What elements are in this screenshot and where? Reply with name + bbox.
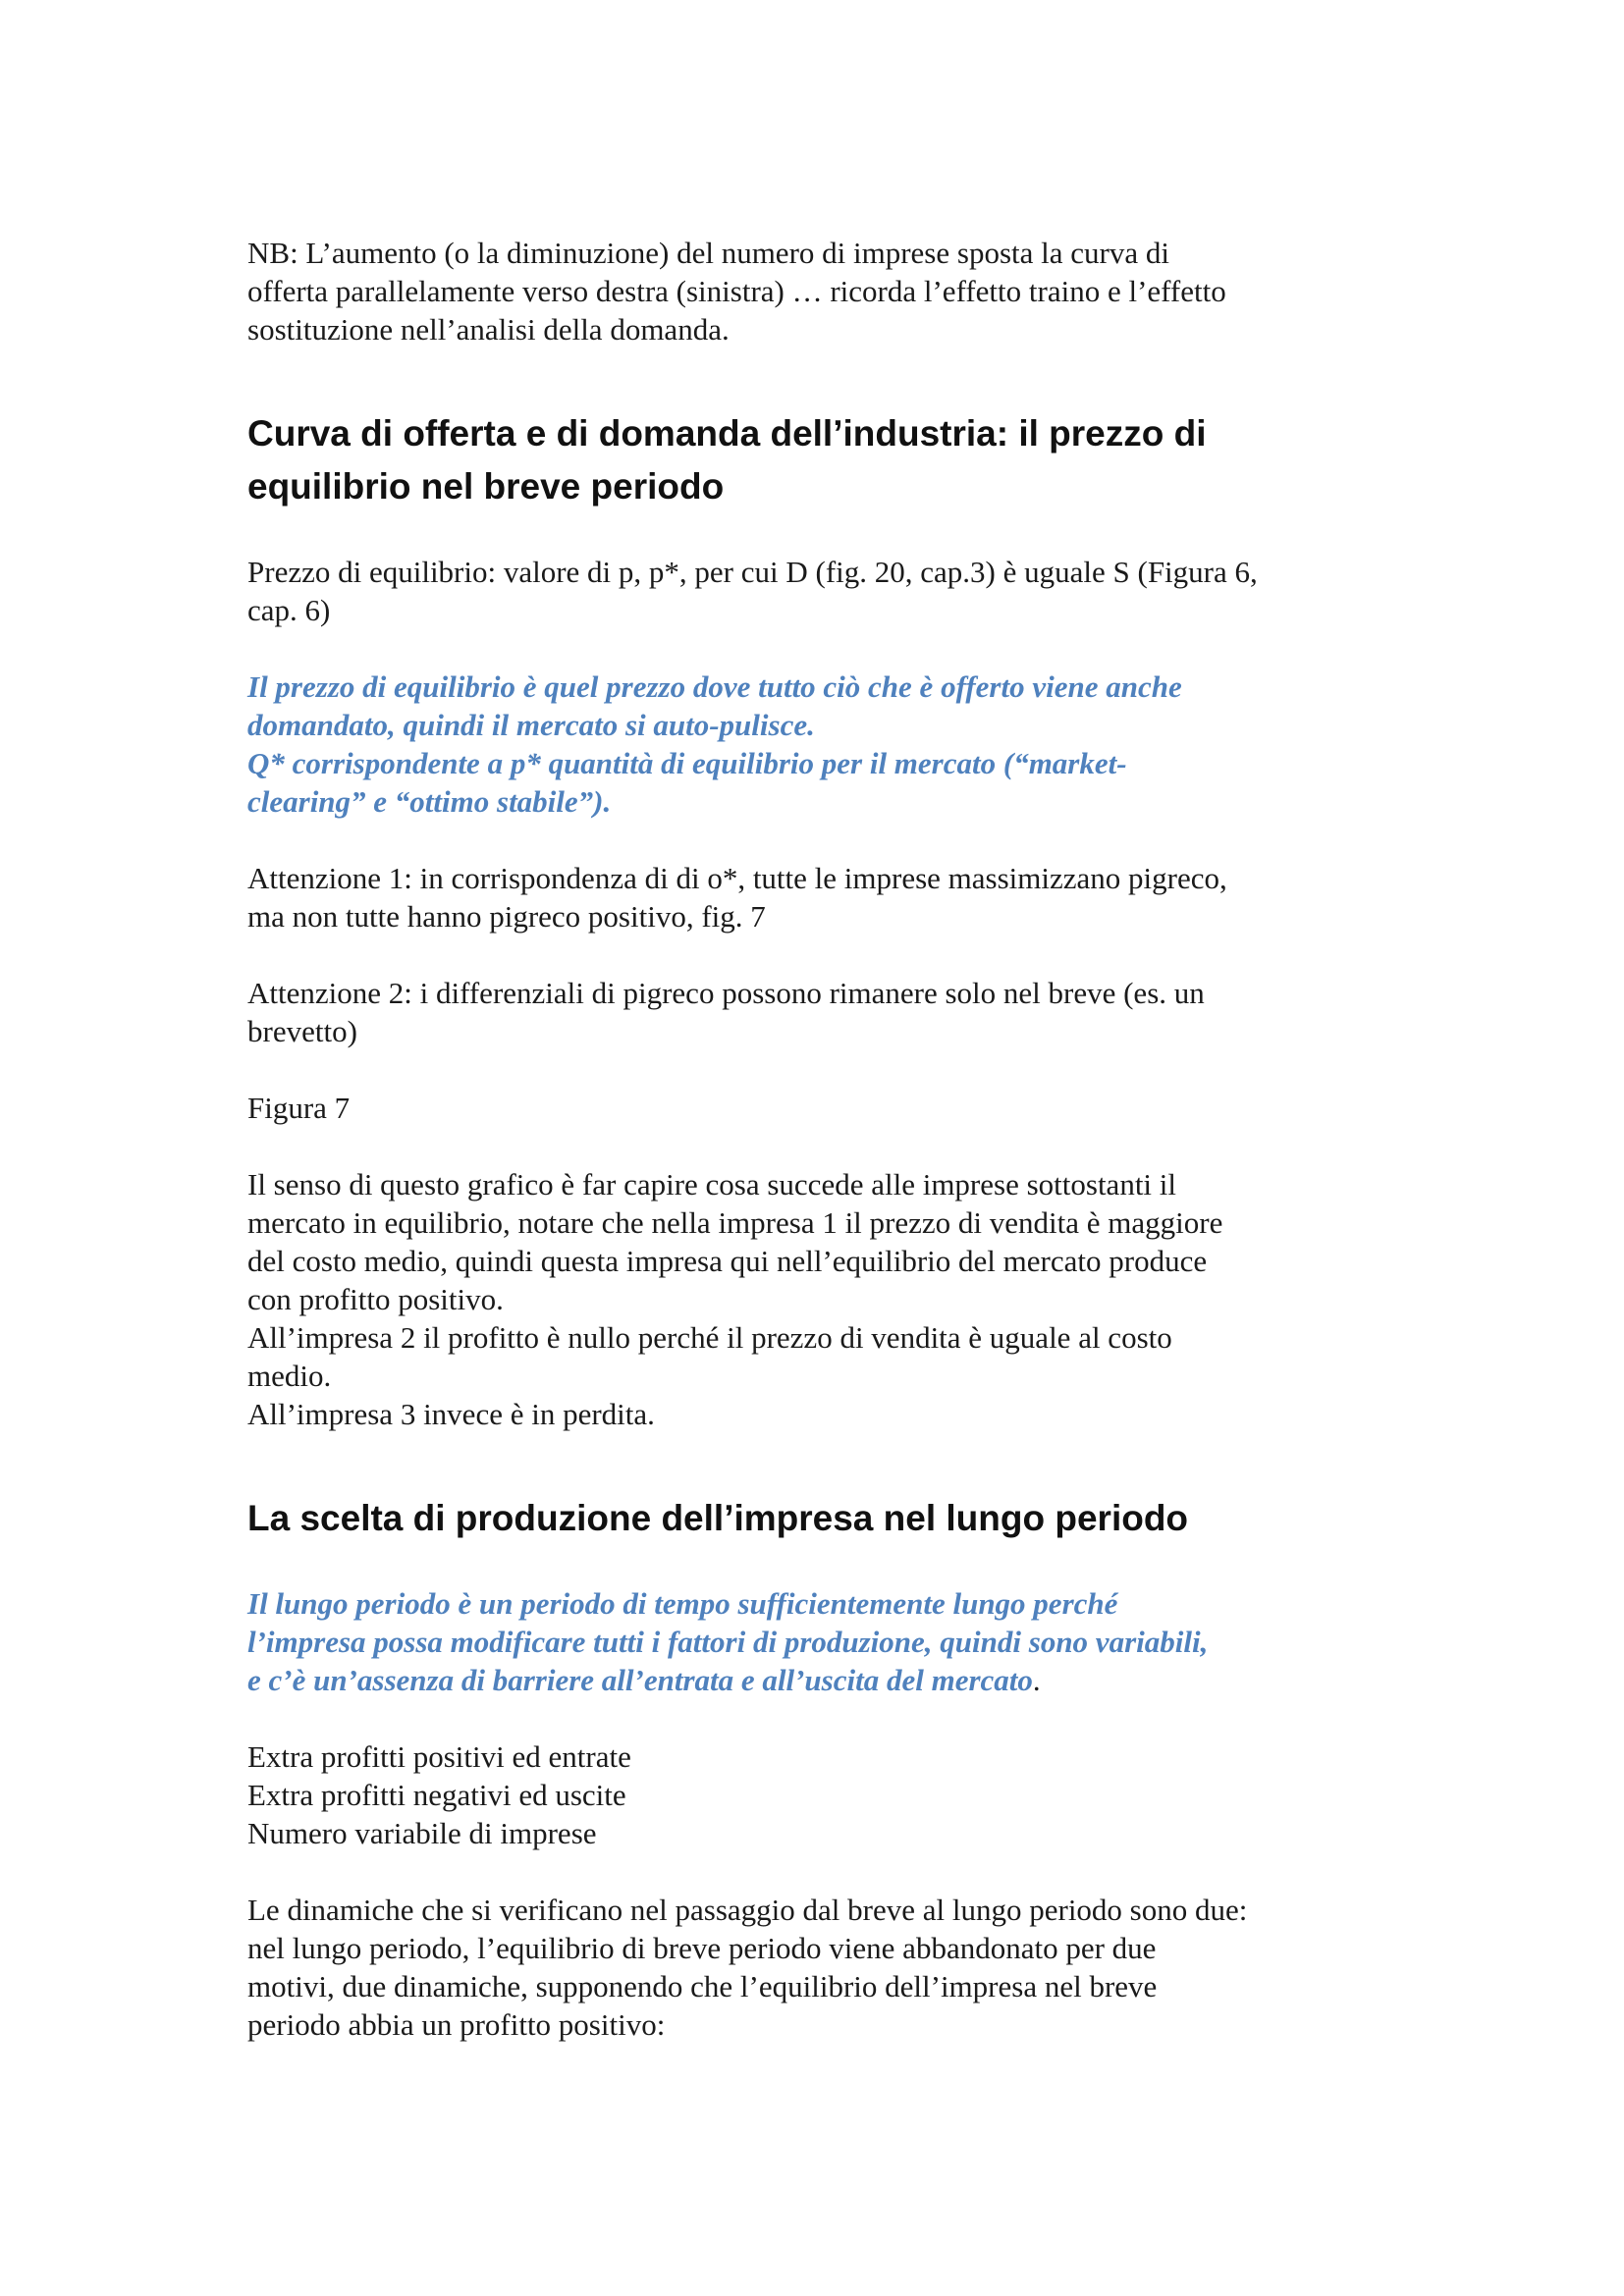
nb-paragraph	[247, 234, 1386, 348]
text-line: Attenzione 2: i differenziali di pigreco possono rimanere solo nel breve (es. un	[247, 976, 1205, 1010]
text-line: brevetto)	[247, 1014, 357, 1048]
spacer	[247, 935, 1386, 974]
text-line: clearing” e “ottimo stabile”).	[247, 784, 612, 819]
text-line: l’impresa possa modificare tutti i fattori di produzione, quindi sono variabili,	[247, 1625, 1209, 1659]
text-line: All’impresa 3 invece è in perdita.	[247, 1397, 655, 1431]
attenzione-1-paragraph	[247, 859, 1386, 935]
spacer	[247, 629, 1386, 667]
text-line: Attenzione 1: in corrispondenza di di o*, tutte le imprese massimizzano pigreco,	[247, 861, 1227, 895]
text-line: Q* corrispondente a p* quantità di equilibrio per il mercato (“market-	[247, 746, 1127, 780]
spacer	[247, 1433, 1386, 1492]
definizione-prezzo-equilibrio	[247, 667, 1386, 821]
dinamiche-paragraph	[247, 1891, 1386, 2044]
spacer	[247, 348, 1386, 407]
text-line: con profitto positivo.	[247, 1282, 504, 1316]
heading-line: Curva di offerta e di domanda dell’industria: il prezzo di	[247, 413, 1207, 454]
senso-grafico-paragraph	[247, 1165, 1386, 1433]
text-line: cap. 6)	[247, 593, 331, 627]
spacer	[247, 1127, 1386, 1165]
text-segment: e c’è un’assenza di barriere all’entrata e all’uscita del mercato	[247, 1663, 1033, 1697]
text-line: motivi, due dinamiche, supponendo che l’equilibrio dell’impresa nel breve	[247, 1969, 1158, 2003]
text-line: del costo medio, quindi questa impresa qui nell’equilibrio del mercato produce	[247, 1244, 1208, 1278]
heading-line: equilibrio nel breve periodo	[247, 466, 725, 507]
text-line: sostituzione nell’analisi della domanda.	[247, 312, 730, 347]
text-line	[247, 1661, 1386, 1699]
heading-line: La scelta di produzione dell’impresa nel lungo periodo	[247, 1498, 1189, 1538]
page-content	[247, 234, 1386, 2044]
section-heading-breve-periodo	[247, 407, 1386, 513]
text-segment: .	[1032, 1663, 1041, 1697]
text-line: Prezzo di equilibrio: valore di p, p*, per cui D (fig. 20, cap.3) è uguale S (Figura 6,	[247, 555, 1258, 589]
text-line: nel lungo periodo, l’equilibrio di breve periodo viene abbandonato per due	[247, 1931, 1157, 1965]
text-line: Figura 7	[247, 1091, 351, 1125]
text-line: ma non tutte hanno pigreco positivo, fig. 7	[247, 899, 766, 934]
text-line: Extra profitti positivi ed entrate	[247, 1739, 631, 1774]
figura-7-caption	[247, 1089, 1386, 1127]
text-line: Il prezzo di equilibrio è quel prezzo dove tutto ciò che è offerto viene anche	[247, 669, 1182, 704]
text-line: periodo abbia un profitto positivo:	[247, 2007, 666, 2042]
attenzione-2-paragraph	[247, 974, 1386, 1050]
text-line: Le dinamiche che si verificano nel passaggio dal breve al lungo periodo sono due:	[247, 1893, 1248, 1927]
extra-profitti-list	[247, 1737, 1386, 1852]
spacer	[247, 821, 1386, 859]
definizione-lungo-periodo	[247, 1584, 1386, 1699]
section-heading-lungo-periodo	[247, 1492, 1386, 1545]
spacer	[247, 1050, 1386, 1089]
prezzo-equilibrio-paragraph	[247, 553, 1386, 629]
text-line: offerta parallelamente verso destra (sinistra) … ricorda l’effetto traino e l’effetto	[247, 274, 1226, 308]
text-line: Il senso di questo grafico è far capire cosa succede alle imprese sottostanti il	[247, 1167, 1177, 1201]
text-line: NB: L’aumento (o la diminuzione) del numero di imprese sposta la curva di	[247, 236, 1169, 270]
spacer	[247, 1545, 1386, 1584]
text-line: domandato, quindi il mercato si auto-pulisce.	[247, 708, 815, 742]
spacer	[247, 1699, 1386, 1737]
text-line: Il lungo periodo è un periodo di tempo sufficientemente lungo perché	[247, 1586, 1118, 1621]
text-line: Extra profitti negativi ed uscite	[247, 1778, 626, 1812]
text-line: Numero variabile di imprese	[247, 1816, 597, 1850]
text-line: mercato in equilibrio, notare che nella impresa 1 il prezzo di vendita è maggiore	[247, 1205, 1223, 1240]
spacer	[247, 1852, 1386, 1891]
text-line: All’impresa 2 il profitto è nullo perché il prezzo di vendita è uguale al costo	[247, 1320, 1172, 1355]
text-line: medio.	[247, 1359, 332, 1393]
spacer	[247, 513, 1386, 553]
